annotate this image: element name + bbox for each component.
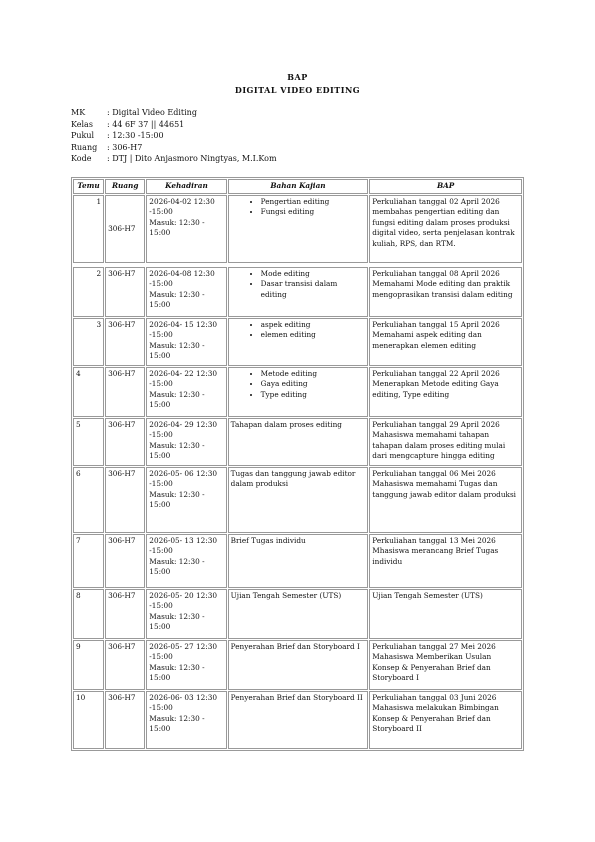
info-row-mk — [71, 107, 277, 119]
ruang-cell: 306-H7 — [105, 318, 145, 366]
bahan-list — [231, 320, 366, 341]
table-row — [73, 691, 522, 749]
info-label: MK — [71, 108, 86, 117]
kehadiran-cell — [146, 467, 226, 533]
bahan-cell — [228, 267, 369, 317]
header-bap: BAP — [369, 179, 522, 194]
info-value: : 306-H7 — [107, 142, 143, 152]
bahan-cell — [228, 367, 369, 417]
header-temu: Temu — [73, 179, 104, 194]
doc-subtitle: DIGITAL VIDEO EDITING — [234, 85, 361, 95]
info-label: Ruang — [71, 142, 98, 152]
bahan-cell — [228, 318, 369, 366]
temu-cell: 9 — [73, 640, 104, 690]
table-row — [73, 640, 522, 690]
kehadiran-cell — [146, 640, 226, 690]
list-item: • Metode editing — [261, 369, 366, 379]
kehadiran-text: 2026-06- 03 12:30 -15:00 Masuk: 12:30 - 15:00 — [149, 693, 218, 734]
list-item: • Gaya editing — [261, 379, 366, 389]
info-value: : 44 6F 37 || 44651 — [107, 119, 185, 129]
kehadiran-cell — [146, 267, 226, 317]
temu-cell: 8 — [73, 589, 104, 639]
kehadiran-text: 2026-04- 15 12:30 -15:00 Masuk: 12:30 - 15:00 — [149, 320, 218, 361]
kehadiran-text: 2026-05- 20 12:30 -15:00 Masuk: 12:30 - 15:00 — [149, 591, 218, 632]
list-item: • Pengertian editing — [261, 197, 366, 207]
bahan-list — [231, 269, 366, 300]
bahan-cell: Ujian Tengah Semester (UTS) — [228, 589, 369, 639]
ruang-cell: 306-H7 — [105, 589, 145, 639]
kehadiran-text: 2026-04- 22 12:30 -15:00 Masuk: 12:30 - 15:00 — [149, 369, 218, 410]
table-row — [73, 195, 522, 263]
bahan-list — [231, 197, 366, 218]
ruang-cell: 306-H7 — [105, 418, 145, 466]
list-item: • Fungsi editing — [261, 207, 366, 217]
bap-cell: Perkuliahan tanggal 06 Mei 2026 Mahasiswa memahami Tugas dan tanggung jawab editor dalam produksi — [369, 467, 522, 533]
header-bahan-kajian: Bahan Kajian — [228, 179, 369, 194]
bahan-cell — [228, 195, 369, 263]
ruang-cell: 306-H7 — [105, 267, 145, 317]
bap-table — [71, 177, 524, 751]
bahan-cell: Penyerahan Brief dan Storyboard I — [228, 640, 369, 690]
bap-cell: Perkuliahan tanggal 15 April 2026 Memahami aspek editing dan menerapkan elemen editing — [369, 318, 522, 366]
info-row-kode — [71, 153, 277, 165]
ruang-cell: 306-H7 — [105, 640, 145, 690]
list-item: • Dasar transisi dalam editing — [261, 279, 366, 300]
kehadiran-text: 2026-04-02 12:30 -15:00 Masuk: 12:30 - 15:00 — [149, 197, 215, 238]
kehadiran-text: 2026-04-08 12:30 -15:00 Masuk: 12:30 - 15:00 — [149, 269, 215, 310]
info-value: : Digital Video Editing — [107, 108, 197, 117]
course-info — [71, 107, 277, 165]
kehadiran-cell — [146, 318, 226, 366]
bap-cell: Perkuliahan tanggal 08 April 2026 Memahami Mode editing dan praktik mengoprasikan transisi dalam editing — [369, 267, 522, 317]
ruang-cell: 306-H7 — [105, 691, 145, 749]
bap-cell: Perkuliahan tanggal 03 Juni 2026 Mahasiswa melakukan Bimbingan Konsep & Penyerahan Brief dan Storyboard II — [369, 691, 522, 749]
list-item: • Mode editing — [261, 269, 366, 279]
kehadiran-cell — [146, 589, 226, 639]
header-kehadiran: Kehadiran — [146, 179, 226, 194]
temu-cell: 4 — [73, 367, 104, 417]
temu-cell: 3 — [73, 318, 104, 366]
row-gap — [73, 264, 522, 266]
table-row — [73, 589, 522, 639]
info-label: Kode — [71, 154, 92, 163]
table-row — [73, 534, 522, 588]
ruang-cell: 306-H7 — [105, 534, 145, 588]
bap-cell: Perkuliahan tanggal 22 April 2026 Menerapkan Metode editing Gaya editing, Type editing — [369, 367, 522, 417]
table-row — [73, 367, 522, 417]
info-value: : 12:30 -15:00 — [107, 131, 164, 140]
kehadiran-cell — [146, 367, 226, 417]
kehadiran-text: 2026-04- 29 12:30 -15:00 Masuk: 12:30 - 15:00 — [149, 420, 218, 461]
bap-cell: Ujian Tengah Semester (UTS) — [369, 589, 522, 639]
bahan-cell: Tahapan dalam proses editing — [228, 418, 369, 466]
list-item: • elemen editing — [261, 330, 366, 340]
table-header-row — [73, 179, 522, 194]
kehadiran-text: 2026-05- 27 12:30 -15:00 Masuk: 12:30 - 15:00 — [149, 642, 218, 683]
kehadiran-cell — [146, 418, 226, 466]
bahan-cell: Penyerahan Brief dan Storyboard II — [228, 691, 369, 749]
info-row-kelas — [71, 119, 277, 131]
temu-cell: 2 — [73, 267, 104, 317]
table-row — [73, 318, 522, 366]
kehadiran-text: 2026-05- 06 12:30 -15:00 Masuk: 12:30 - 15:00 — [149, 469, 218, 510]
temu-cell: 6 — [73, 467, 104, 533]
ruang-cell: 306-H7 — [105, 367, 145, 417]
table-row — [73, 267, 522, 317]
temu-cell: 5 — [73, 418, 104, 466]
temu-cell: 10 — [73, 691, 104, 749]
bahan-cell: Tugas dan tanggung jawab editor dalam produksi — [228, 467, 369, 533]
kehadiran-text: 2026-05- 13 12:30 -15:00 Masuk: 12:30 - 15:00 — [149, 536, 218, 577]
kehadiran-cell — [146, 534, 226, 588]
list-item: • aspek editing — [261, 320, 366, 330]
kehadiran-cell — [146, 691, 226, 749]
bap-cell: Perkuliahan tanggal 27 Mei 2026 Mahasiswa Memberikan Usulan Konsep & Penyerahan Brief dan Storyboard I — [369, 640, 522, 690]
temu-cell: 7 — [73, 534, 104, 588]
info-row-ruang — [71, 142, 277, 154]
ruang-cell: 306-H7 — [105, 195, 145, 263]
table-row — [73, 467, 522, 533]
bap-cell: Perkuliahan tanggal 29 April 2026 Mahasiswa memahami tahapan tahapan dalam proses editing mulai dari mengcapture hingga editing — [369, 418, 522, 466]
header-ruang: Ruang — [105, 179, 145, 194]
doc-title: BAP — [287, 72, 308, 82]
bahan-cell: Brief Tugas individu — [228, 534, 369, 588]
kehadiran-cell — [146, 195, 226, 263]
list-item: • Type editing — [261, 390, 366, 400]
info-value: : DTJ | Dito Anjasmoro Ningtyas, M.I.Kom — [107, 154, 277, 163]
temu-cell: 1 — [73, 195, 104, 263]
bap-cell: Perkuliahan tanggal 02 April 2026 membahas pengertian editing dan fungsi editing dalam proses produksi digital video, serta penjelasan kontrak kuliah, RPS, dan RTM. — [369, 195, 522, 263]
info-label: Kelas — [71, 119, 93, 129]
info-row-pukul — [71, 130, 277, 142]
table-row — [73, 418, 522, 466]
bap-cell: Perkuliahan tanggal 13 Mei 2026 Mhasiswa merancang Brief Tugas individu — [369, 534, 522, 588]
info-label: Pukul — [71, 131, 95, 140]
ruang-cell: 306-H7 — [105, 467, 145, 533]
bahan-list — [231, 369, 366, 400]
